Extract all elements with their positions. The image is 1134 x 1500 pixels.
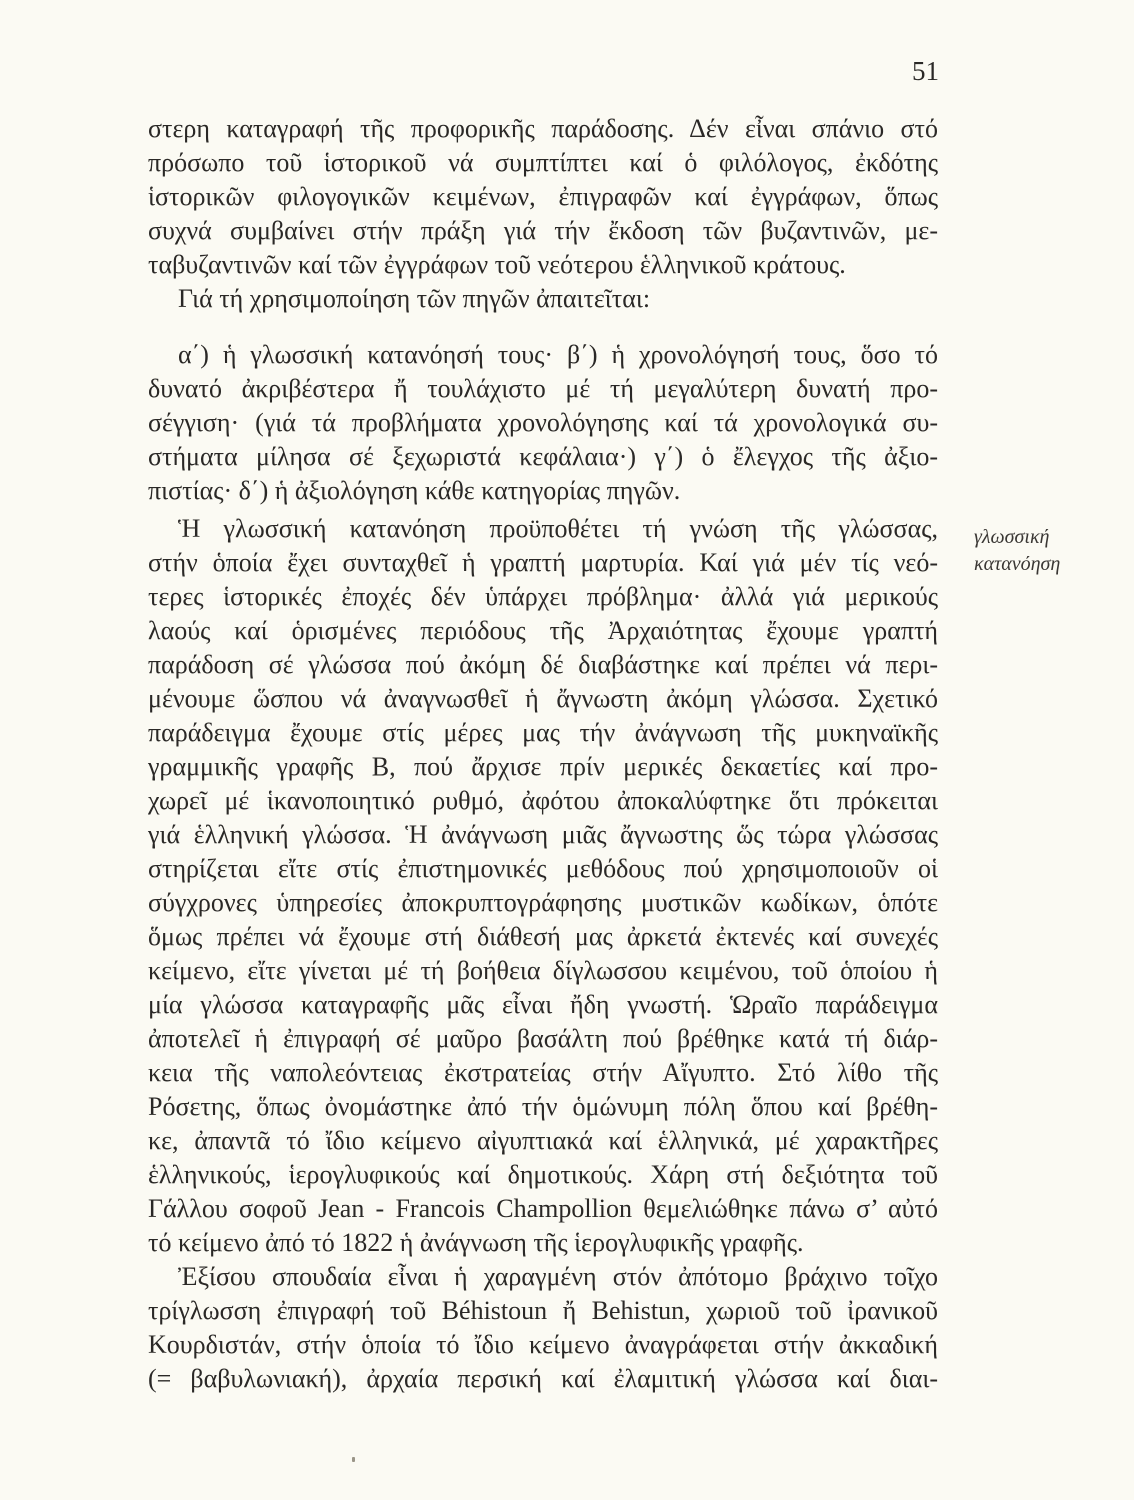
text-line: μία γλώσσα καταγραφῆς μᾶς εἶναι ἤδη γνωστή. Ὡραῖο παράδειγμα (148, 990, 938, 1019)
text-line: Ρόσετης, ὅπως ὀνομάστηκε ἀπό τήν ὁμώνυμη πόλη ὅπου καί βρέθη- (148, 1092, 938, 1121)
text-line: στήματα μίλησα σέ ξεχωριστά κεφάλαια·) γ΄) ὁ ἔλεγχος τῆς ἀξιο- (148, 442, 938, 471)
text-line: λαούς καί ὁρισμένες περιόδους τῆς Ἀρχαιότητας ἔχουμε γραπτή (148, 616, 938, 645)
text-line: ὅμως πρέπει νά ἔχουμε στή διάθεσή μας ἀρκετά ἐκτενές καί συνεχές (148, 922, 938, 951)
text-line: συχνά συμβαίνει στήν πράξη γιά τήν ἔκδοση τῶν βυζαντινῶν, με- (148, 216, 938, 245)
text-line: τό κείμενο ἀπό τό 1822 ἡ ἀνάγνωση τῆς ἱερογλυφικῆς γραφῆς. (148, 1228, 804, 1257)
text-line: στερη καταγραφή τῆς προφορικῆς παράδοσης. Δέν εἶναι σπάνιο στό (148, 114, 938, 143)
margin-note-line-1: γλωσσική (974, 526, 1050, 548)
text-line: πιστίας· δ΄) ἡ ἀξιολόγηση κάθε κατηγορίας πηγῶν. (148, 476, 681, 505)
text-line: τρίγλωσση ἐπιγραφή τοῦ Béhistoun ἤ Behistun, χωριοῦ τοῦ ἰρανικοῦ (148, 1296, 938, 1325)
text-line: παράδειγμα ἔχουμε στίς μέρες μας τήν ἀνάγνωση τῆς μυκηναϊκῆς (148, 718, 938, 747)
text-line: παράδοση σέ γλώσσα πού ἀκόμη δέ διαβάστηκε καί πρέπει νά περι- (148, 650, 938, 679)
text-line: ἑλληνικούς, ἱερογλυφικούς καί δημοτικούς. Χάρη στή δεξιότητα τοῦ (148, 1160, 938, 1189)
text-line: στηρίζεται εἴτε στίς ἐπιστημονικές μεθόδους πού χρησιμοποιοῦν οἱ (148, 854, 938, 883)
text-line: ἀποτελεῖ ἡ ἐπιγραφή σέ μαῦρο βασάλτη πού βρέθηκε κατά τή διάρ- (148, 1024, 938, 1053)
text-line: κε, ἀπαντᾶ τό ἴδιο κείμενο αἰγυπτιακά καί ἑλληνικά, μέ χαρακτῆρες (148, 1126, 938, 1155)
text-line: Γιά τή χρησιμοποίηση τῶν πηγῶν ἀπαιτεῖται: (178, 284, 651, 313)
text-line: Ἐξίσου σπουδαία εἶναι ἡ χαραγμένη στόν ἀπότομο βράχινο τοῖχο (178, 1262, 938, 1291)
page-number: 51 (912, 56, 939, 86)
text-line: α΄) ἡ γλωσσική κατανόησή τους· β΄) ἡ χρονολόγησή τους, ὅσο τό (178, 340, 938, 369)
scan-speck (352, 1457, 355, 1462)
text-line: Ἡ γλωσσική κατανόηση προϋποθέτει τή γνώση τῆς γλώσσας, (178, 514, 938, 543)
margin-note-line-2: κατανόηση (974, 553, 1061, 575)
text-line: ἱστορικῶν φιλογογικῶν κειμένων, ἐπιγραφῶν καί ἐγγράφων, ὅπως (148, 182, 938, 211)
text-line: δυνατό ἀκριβέστερα ἤ τουλάχιστο μέ τή μεγαλύτερη δυνατή προ- (148, 374, 938, 403)
text-line: κείμενο, εἴτε γίνεται μέ τή βοήθεια δίγλωσσου κειμένου, τοῦ ὁποίου ἡ (148, 956, 938, 985)
text-line: χωρεῖ μέ ἱκανοποιητικό ρυθμό, ἀφότου ἀποκαλύφτηκε ὅτι πρόκειται (148, 786, 938, 815)
text-line: μένουμε ὥσπου νά ἀναγνωσθεῖ ἡ ἄγνωστη ἀκόμη γλώσσα. Σχετικό (148, 684, 938, 713)
text-line: στήν ὁποία ἔχει συνταχθεῖ ἡ γραπτή μαρτυρία. Καί γιά μέν τίς νεό- (148, 548, 938, 577)
text-line: κεια τῆς ναπολεόντειας ἐκστρατείας στήν Αἴγυπτο. Στό λίθο τῆς (148, 1058, 938, 1087)
text-line: Γάλλου σοφοῦ Jean - Francois Champollion θεμελιώθηκε πάνω σ’ αὐτό (148, 1194, 938, 1223)
text-line: (= βαβυλωνιακή), ἀρχαία περσική καί ἐλαμιτική γλώσσα καί διαι- (148, 1364, 938, 1393)
text-line: σέγγιση· (γιά τά προβλήματα χρονολόγησης καί τά χρονολογικά συ- (148, 408, 938, 437)
text-line: σύγχρονες ὑπηρεσίες ἀποκρυπτογράφησης μυστικῶν κωδίκων, ὁπότε (148, 888, 938, 917)
body-text (148, 0, 938, 1500)
text-line: ταβυζαντινῶν καί τῶν ἐγγράφων τοῦ νεότερου ἑλληνικοῦ κράτους. (148, 250, 846, 279)
text-line: γιά ἑλληνική γλώσσα. Ἡ ἀνάγνωση μιᾶς ἄγνωστης ὥς τώρα γλώσσας (148, 820, 938, 849)
text-line: γραμμικῆς γραφῆς Β, πού ἄρχισε πρίν μερικές δεκαετίες καί προ- (148, 752, 938, 781)
text-line: Κουρδιστάν, στήν ὁποία τό ἴδιο κείμενο ἀναγράφεται στήν ἀκκαδική (148, 1330, 938, 1359)
text-line: πρόσωπο τοῦ ἱστορικοῦ νά συμπτίπτει καί ὁ φιλόλογος, ἐκδότης (148, 148, 938, 177)
text-line: τερες ἱστορικές ἐποχές δέν ὑπάρχει πρόβλημα· ἀλλά γιά μερικούς (148, 582, 938, 611)
